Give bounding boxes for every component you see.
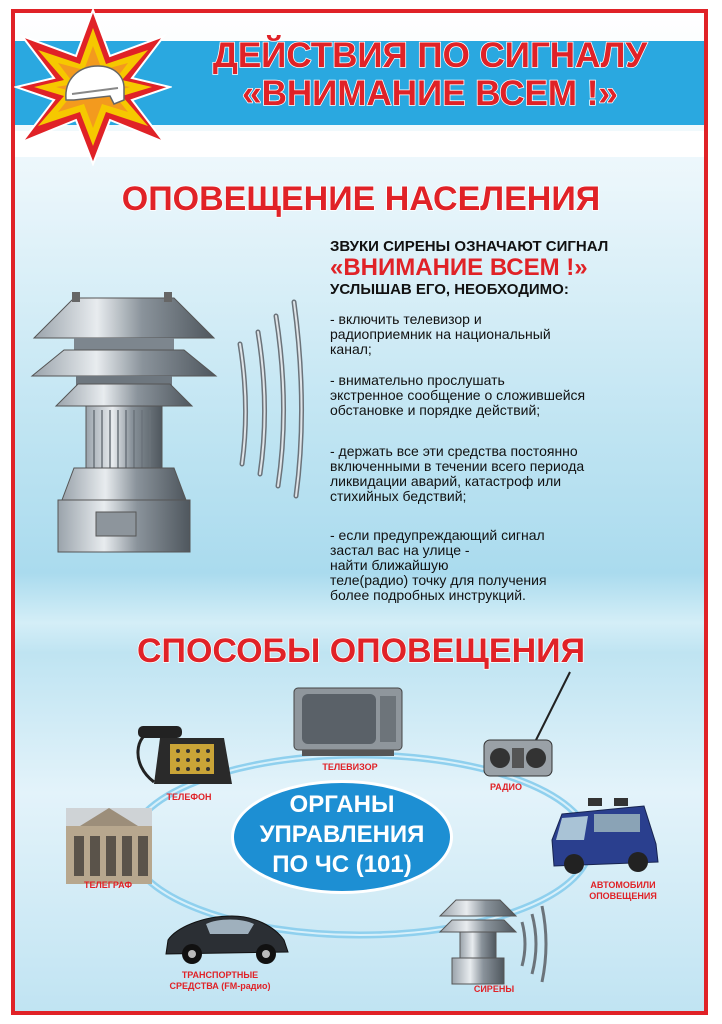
tv-icon bbox=[292, 686, 404, 758]
tv-label: ТЕЛЕВИЗОР bbox=[322, 762, 378, 772]
car-icon bbox=[162, 900, 292, 968]
radio-label: РАДИО bbox=[490, 782, 522, 792]
sound-waves-icon bbox=[232, 296, 312, 502]
siren-illustration bbox=[24, 290, 224, 560]
radio-icon bbox=[476, 668, 576, 780]
section1-title: ОПОВЕЩЕНИЕ НАСЕЛЕНИЯ bbox=[121, 180, 601, 218]
siren-lead-text: ЗВУКИ СИРЕНЫ ОЗНАЧАЮТ СИГНАЛ bbox=[330, 238, 609, 255]
phone-label: ТЕЛЕФОН bbox=[166, 792, 212, 802]
instruction-item: - внимательно прослушать экстренное сообщение о сложившейся обстановке и порядке действий; bbox=[330, 372, 586, 418]
cars-label: АВТОМОБИЛИ ОПОВЕЩЕНИЯ bbox=[589, 880, 657, 901]
small-siren-icon bbox=[438, 894, 548, 986]
signal-name: «ВНИМАНИЕ ВСЕМ !» bbox=[330, 254, 588, 281]
header-title-line2: «ВНИМАНИЕ ВСЕМ !» bbox=[242, 74, 618, 113]
sirens-label: СИРЕНЫ bbox=[473, 984, 515, 994]
must-do-heading: УСЛЫШАВ ЕГО, НЕОБХОДИМО: bbox=[330, 281, 569, 298]
section2-title: СПОСОБЫ ОПОВЕЩЕНИЯ bbox=[136, 632, 586, 670]
telegraph-building-icon bbox=[66, 808, 152, 884]
instructions-block bbox=[330, 238, 670, 603]
instruction-item: - включить телевизор и радиоприемник на национальный канал; bbox=[330, 311, 551, 357]
header-title-line1: ДЕЙСТВИЯ ПО СИГНАЛУ bbox=[212, 36, 648, 75]
emergency-emblem-icon bbox=[14, 8, 172, 166]
transport-label: ТРАНСПОРТНЫЕ СРЕДСТВА (FM-радио) bbox=[169, 970, 271, 991]
instruction-item: - если предупреждающий сигнал застал вас на улице - найти ближайшую теле(радио) точку для получения более подробных инструкций. bbox=[330, 527, 547, 603]
telegraph-label: ТЕЛЕГРАФ bbox=[83, 880, 133, 890]
instruction-item: - держать все эти средства постоянно включенными в течении всего периода ликвидации аварий, катастроф или стихийных бедствий; bbox=[330, 443, 585, 504]
phone-icon bbox=[124, 724, 236, 788]
emergency-hub-text: ОРГАНЫ УПРАВЛЕНИЯ ПО ЧС (101) bbox=[259, 791, 425, 878]
notification-van-icon bbox=[548, 796, 664, 876]
